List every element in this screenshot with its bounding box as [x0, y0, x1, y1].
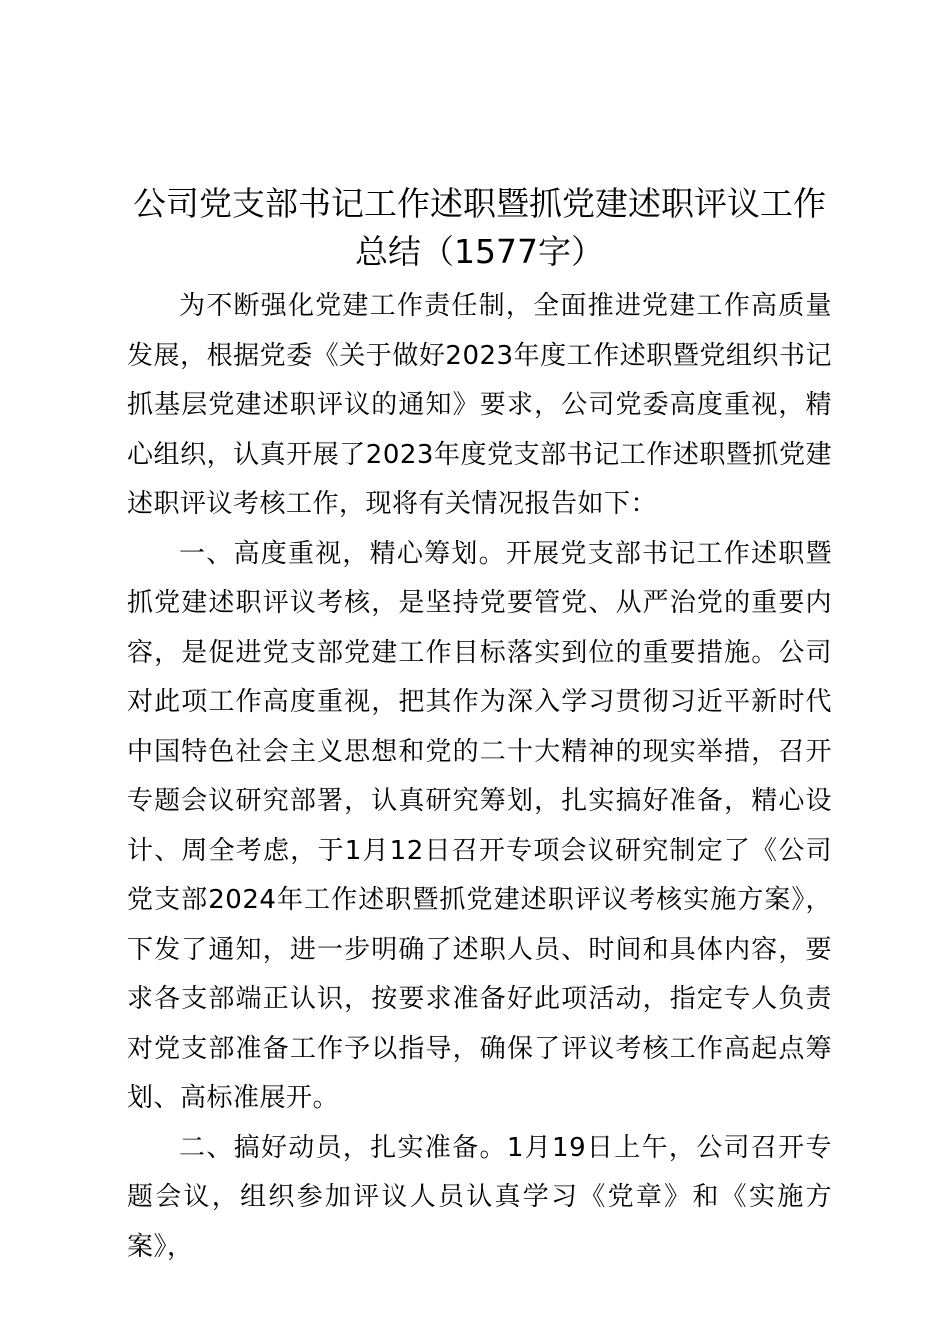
document-title: 公司党支部书记工作述职暨抓党建述职评议工作总结（1577字）	[133, 184, 826, 271]
document-body	[127, 180, 832, 1272]
paragraph-intro: 为不断强化党建工作责任制，全面推进党建工作高质量发展，根据党委《关于做好2023年度工作述职暨党组织书记抓基层党建述职评议的通知》要求，公司党委高度重视，精心组织，认真开展了2023年度党支部书记工作述职暨抓党建述职评议考核工作，现将有关情况报告如下：	[127, 291, 832, 519]
paragraph-section-two: 二、搞好动员，扎实准备。1月19日上午，公司召开专题会议，组织参加评议人员认真学习《党章》和《实施方案》，	[127, 1132, 832, 1262]
paragraph-section-one: 一、高度重视，精心筹划。开展党支部书记工作述职暨抓党建述职评议考核，是坚持党要管党、从严治党的重要内容，是促进党支部党建工作目标落实到位的重要措施。公司对此项工作高度重视，把其作为深入学习贯彻习近平新时代中国特色社会主义思想和党的二十大精神的现实举措，召开专题会议研究部署，认真研究筹划，扎实搞好准备，精心设计、周全考虑，于1月12日召开专项会议研究制定了《公司党支部2024年工作述职暨抓党建述职评议考核实施方案》，下发了通知，进一步明确了述职人员、时间和具体内容，要求各支部端正认识，按要求准备好此项活动，指定专人负责对党支部准备工作予以指导，确保了评议考核工作高起点筹划、高标准展开。	[127, 538, 832, 1113]
